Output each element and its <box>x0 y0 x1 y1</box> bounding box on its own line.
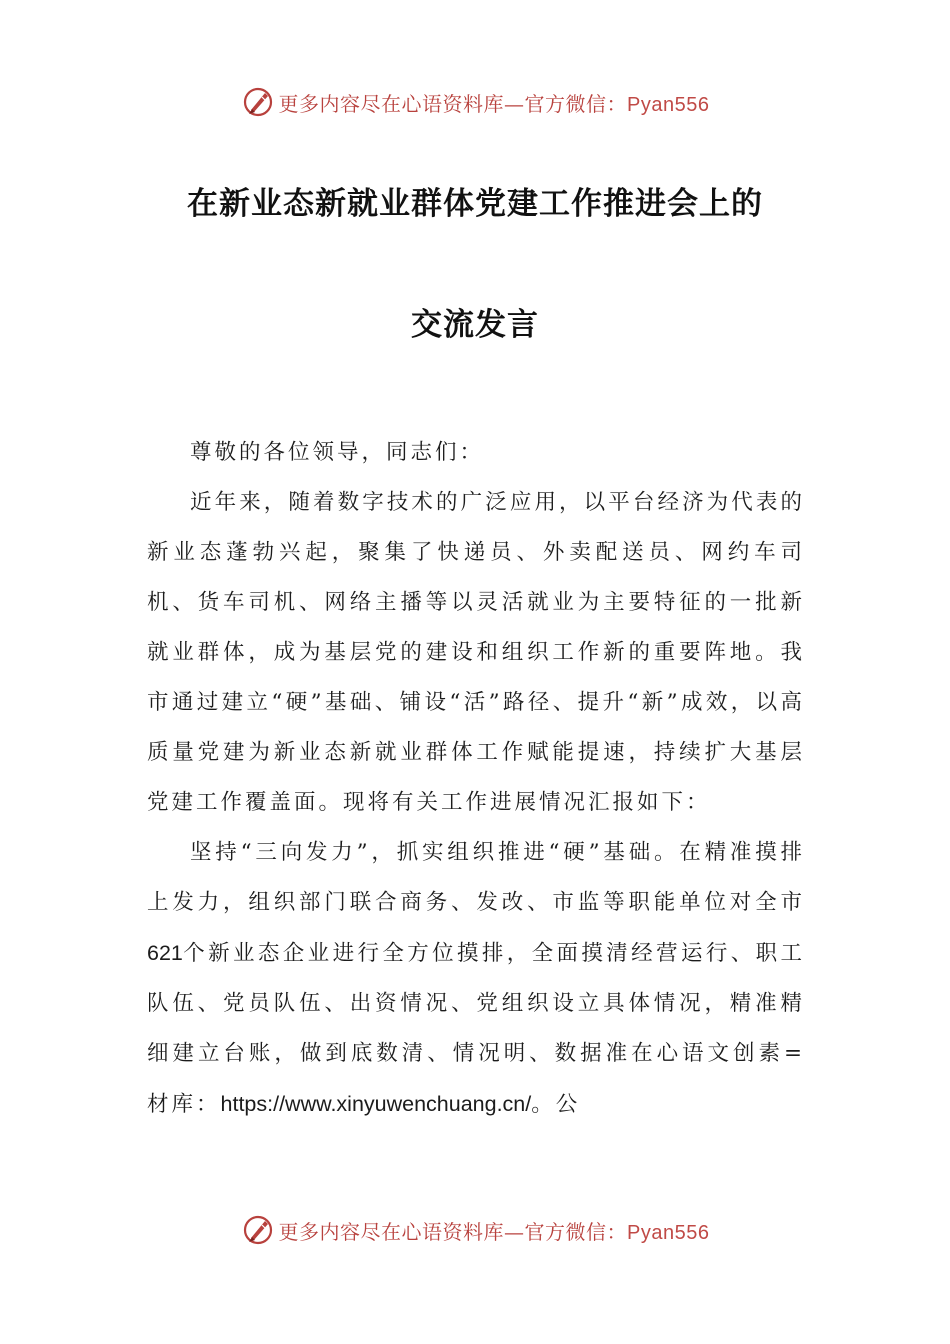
footer-banner <box>0 1210 950 1250</box>
footer-wechat-id: Pyan556 <box>627 1221 710 1244</box>
pen-logo-icon <box>241 85 275 119</box>
header-banner-text: 更多内容尽在心语资料库—官方微信：Pyan556 <box>278 91 710 116</box>
document-body <box>147 428 805 1130</box>
salutation: 尊敬的各位领导，同志们： <box>190 440 485 465</box>
header-banner <box>0 82 950 122</box>
footer-banner-text: 更多内容尽在心语资料库—官方微信：Pyan556 <box>278 1219 710 1244</box>
paragraph-1: 近年来，随着数字技术的广泛应用，以平台经济为代表的新业态蓬勃兴起，聚集了快递员、外卖配送员、网约车司机、货车司机、网络主播等以灵活就业为主要特征的一批新就业群体，成为基层党的建设和组织工作新的重要阵地。我市通过建立“硬”基础、铺设“活”路径、提升“新”成效，以高质量党建为新业态新就业群体工作赋能提速，持续扩大基层党建工作覆盖面。现将有关工作进展情况汇报如下： <box>147 490 805 815</box>
enterprise-count: 621 <box>147 941 183 965</box>
source-url: https://www.xinyuwenchuang.cn/ <box>220 1092 532 1116</box>
document-title-line-2: 交流发言 <box>411 307 539 343</box>
paragraph-2: 坚持“三向发力”，抓实组织推进“硬”基础。在精准摸排上发力，组织部门联合商务、发改、市监等职能单位对全市621个新业态企业进行全方位摸排，全面摸清经营运行、职工队伍、党员队伍、出资情况、党组织设立具体情况，精准精细建立台账，做到底数清、情况明、数据准在心语文创素=材库：https://www.xinyuwenchuang.cn/。公 <box>147 840 805 1117</box>
pen-logo-icon <box>241 1213 275 1247</box>
header-wechat-id: Pyan556 <box>627 93 710 116</box>
document-title-line-1: 在新业态新就业群体党建工作推进会上的 <box>187 186 763 222</box>
